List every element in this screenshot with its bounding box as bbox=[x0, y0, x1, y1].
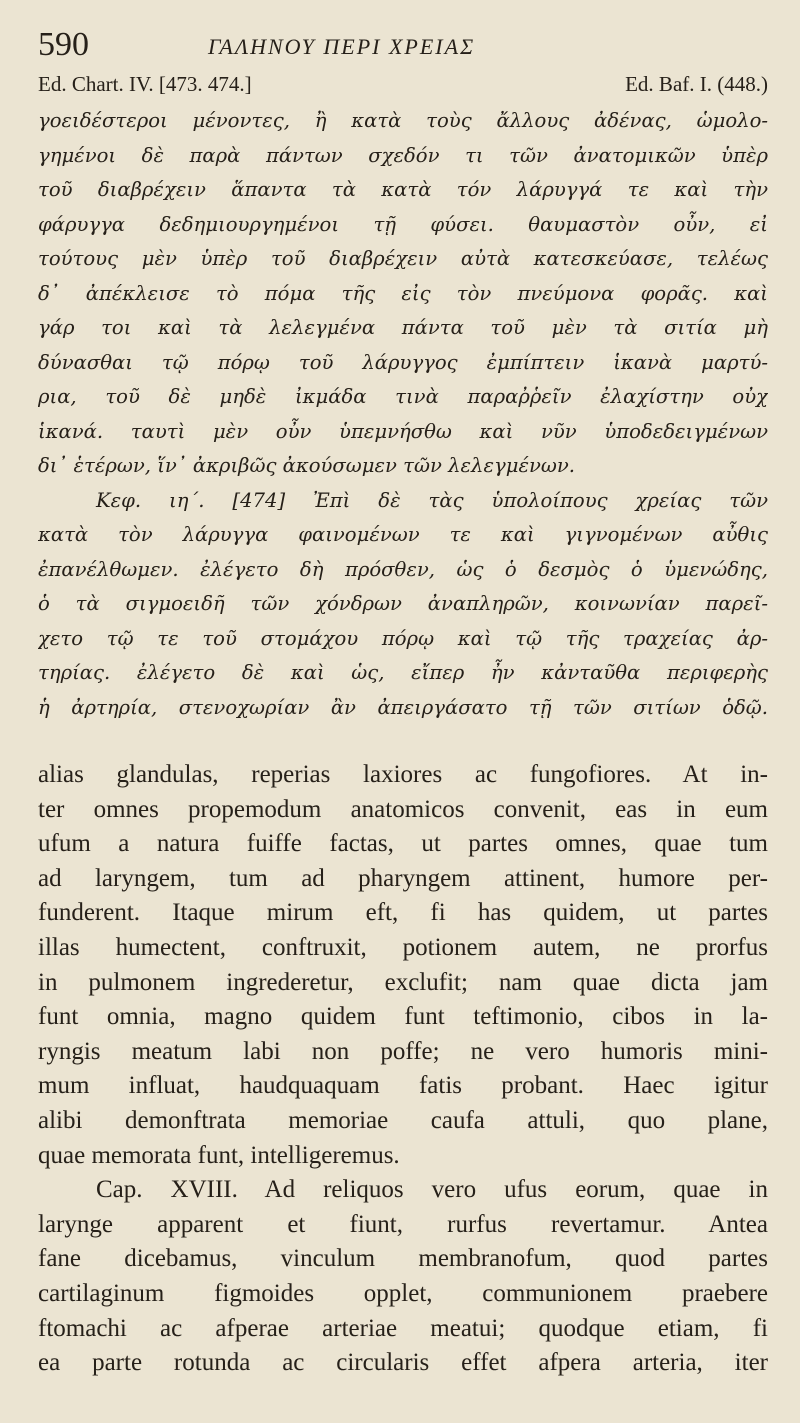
latin-text-block bbox=[38, 758, 768, 1381]
greek-line: γοειδέστεροι μένοντες, ἢ κατὰ τοὺς ἄλλους ἀδένας, ὡμολο- bbox=[38, 109, 768, 132]
latin-line: mum influat, haudquaquam fatis probant. Haec igitur bbox=[38, 1072, 768, 1100]
edition-basel: Ed. Baf. I. (448.) bbox=[625, 72, 768, 96]
greek-line: φάρυγγα δεδημιουργημένοι τῇ φύσει. θαυμαστὸν οὖν, εἰ bbox=[38, 212, 768, 236]
page-header bbox=[38, 26, 778, 66]
greek-chapter-heading-line: Κεφ. ιη΄. [474] Ἐπὶ δὲ τὰς ὑπολοίπους χρείας τῶν bbox=[96, 488, 768, 512]
latin-line: alias glandulas, reperias laxiores ac fungofiores. At in- bbox=[38, 761, 768, 788]
greek-line: κατὰ τὸν λάρυγγα φαινομένων τε καὶ γιγνομένων αὖθις bbox=[38, 523, 768, 546]
greek-line: χετο τῷ τε τοῦ στομάχου πόρῳ καὶ τῷ τῆς τραχείας ἀρ- bbox=[38, 626, 768, 650]
greek-text-block bbox=[38, 104, 768, 725]
latin-line: ufum a natura fuiffe factas, ut partes omnes, quae tum bbox=[38, 830, 768, 858]
latin-line: ryngis meatum labi non poffe; ne vero humoris mini- bbox=[38, 1037, 768, 1065]
greek-line: δι᾽ ἑτέρων, ἵν᾽ ἀκριβῶς ἀκούσωμεν τῶν λελεγμένων. bbox=[38, 454, 575, 477]
latin-line: alibi demonftrata memoriae caufa attuli, quo plane, bbox=[38, 1106, 768, 1134]
latin-line: quae memorata funt, intelligeremus. bbox=[38, 1141, 400, 1169]
latin-line: illas humectent, conftruxit, potionem autem, ne prorfus bbox=[38, 933, 768, 961]
greek-line: ὁ τὰ σιγμοειδῆ τῶν χόνδρων ἀναπληρῶν, κοινωνίαν παρεῖ- bbox=[38, 592, 768, 615]
latin-line: funt omnia, magno quidem funt teftimonio, cibos in la- bbox=[38, 1003, 768, 1031]
greek-line: δ᾽ ἀπέκλεισε τὸ πόμα τῆς εἰς τὸν πνεύμονα φορᾶς. καὶ bbox=[38, 281, 768, 305]
edition-references bbox=[38, 72, 768, 102]
latin-line: in pulmonem ingrederetur, exclufit; nam quae dicta jam bbox=[38, 968, 768, 996]
greek-line: γάρ τοι καὶ τὰ λελεγμένα πάντα τοῦ μὲν τὰ σιτία μὴ bbox=[38, 316, 768, 339]
running-title: ΓΑΛΗΝΟΥ ΠΕΡΙ ΧΡΕΙΑΣ bbox=[208, 34, 476, 59]
latin-line: larynge apparent et fiunt, rurfus revertamur. Antea bbox=[38, 1210, 768, 1238]
latin-line: funderent. Itaque mirum eft, fi has quidem, ut partes bbox=[38, 899, 768, 927]
greek-line: ρια, τοῦ δὲ μηδὲ ἰκμάδα τινὰ παραῤῥεῖν ἐλαχίστην οὐχ bbox=[38, 385, 768, 408]
latin-line: ea parte rotunda ac circularis effet afpera arteria, iter bbox=[38, 1349, 768, 1377]
latin-line: fane dicebamus, vinculum membranofum, quod partes bbox=[38, 1245, 768, 1273]
greek-line: ἐπανέλθωμεν. ἐλέγετο δὴ πρόσθεν, ὡς ὁ δεσμὸς ὁ ὑμενώδης, bbox=[38, 557, 768, 581]
greek-line: δύνασθαι τῷ πόρῳ τοῦ λάρυγγος ἐμπίπτειν ἱκανὰ μαρτύ- bbox=[38, 350, 768, 374]
greek-line: τοῦ διαβρέχειν ἅπαντα τὰ κατὰ τόν λάρυγγά τε καὶ τὴν bbox=[38, 178, 768, 201]
greek-line: ἡ ἀρτηρία, στενοχωρίαν ἂν ἀπειργάσατο τῇ τῶν σιτίων ὁδῷ. bbox=[38, 695, 768, 719]
greek-line: ἱκανά. ταυτὶ μὲν οὖν ὑπεμνήσθω καὶ νῦν ὑποδεδειγμένων bbox=[38, 419, 768, 443]
latin-chapter-heading-line: Cap. XVIII. Ad reliquos vero ufus eorum, quae in bbox=[96, 1176, 768, 1204]
greek-line: τούτους μὲν ὑπὲρ τοῦ διαβρέχειν αὐτὰ κατεσκεύασε, τελέως bbox=[38, 247, 768, 270]
page-number: 590 bbox=[38, 26, 89, 63]
latin-line: cartilaginum figmoides opplet, communionem praebere bbox=[38, 1279, 768, 1307]
edition-chartier: Ed. Chart. IV. [473. 474.] bbox=[38, 72, 252, 96]
latin-line: ftomachi ac afperae arteriae meatui; quodque etiam, fi bbox=[38, 1314, 768, 1342]
greek-line: γημένοι δὲ παρὰ πάντων σχεδόν τι τῶν ἀνατομικῶν ὑπὲρ bbox=[38, 143, 768, 167]
latin-line: ad laryngem, tum ad pharyngem attinent, humore per- bbox=[38, 864, 768, 892]
greek-line: τηρίας. ἐλέγετο δὲ καὶ ὡς, εἴπερ ἦν κἀνταῦθα περιφερὴς bbox=[38, 661, 768, 684]
latin-line: ter omnes propemodum anatomicos convenit, eas in eum bbox=[38, 795, 768, 823]
